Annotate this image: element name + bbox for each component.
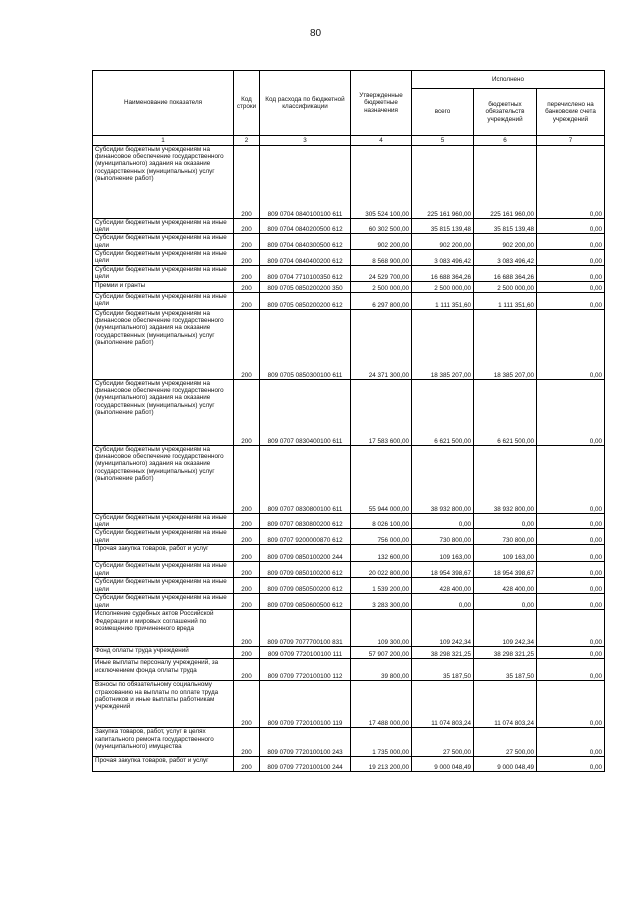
table-row [93, 249, 605, 265]
column-number: 5 [412, 136, 474, 146]
row-approved: 60 302 500,00 [351, 219, 412, 234]
row-name: Субсидии бюджетным учреждениям на финансовое обеспечение государственного (муниципального) задания на оказание государственных (муниципальных) услуг (выполнение работ) [93, 379, 234, 445]
row-line-code: 200 [234, 757, 260, 772]
row-total: 1 111 351,60 [412, 292, 474, 309]
row-name: Иные выплаты персоналу учреждений, за исключением фонда оплаты труда [93, 659, 234, 681]
row-name: Премии и гранты [93, 281, 234, 292]
table-row [93, 379, 605, 445]
row-obligations: 35 187,50 [474, 659, 537, 681]
row-approved: 8 026 100,00 [351, 513, 412, 528]
row-total: 109 163,00 [412, 545, 474, 562]
row-approved: 55 944 000,00 [351, 445, 412, 513]
row-total: 18 385 207,00 [412, 309, 474, 379]
row-transferred: 0,00 [537, 219, 605, 234]
row-total: 27 500,00 [412, 728, 474, 757]
row-name: Субсидии бюджетным учреждениям на иные цели [93, 594, 234, 610]
row-approved: 305 524 100,00 [351, 146, 412, 219]
table-row [93, 265, 605, 281]
row-line-code: 200 [234, 578, 260, 594]
row-line-code: 200 [234, 249, 260, 265]
row-obligations: 1 111 351,60 [474, 292, 537, 309]
table-row [93, 219, 605, 234]
row-transferred: 0,00 [537, 234, 605, 249]
row-total: 0,00 [412, 513, 474, 528]
row-expense-code: 809 0704 0840100100 611 [260, 146, 351, 219]
row-line-code: 200 [234, 681, 260, 728]
column-number: 6 [474, 136, 537, 146]
row-transferred: 0,00 [537, 681, 605, 728]
table-row [93, 513, 605, 528]
row-obligations: 0,00 [474, 513, 537, 528]
row-obligations: 18 385 207,00 [474, 309, 537, 379]
row-line-code: 200 [234, 146, 260, 219]
row-total: 11 074 803,24 [412, 681, 474, 728]
row-expense-code: 809 0709 0850500200 612 [260, 578, 351, 594]
row-obligations: 6 621 500,00 [474, 379, 537, 445]
row-transferred: 0,00 [537, 292, 605, 309]
row-expense-code: 809 0709 7720100100 243 [260, 728, 351, 757]
row-name: Субсидии бюджетным учреждениям на иные цели [93, 562, 234, 578]
column-number: 7 [537, 136, 605, 146]
row-transferred: 0,00 [537, 647, 605, 659]
row-name: Субсидии бюджетным учреждениям на финансовое обеспечение государственного (муниципального) задания на оказание государственных (муниципальных) услуг (выполнение работ) [93, 445, 234, 513]
row-obligations: 18 954 398,67 [474, 562, 537, 578]
row-expense-code: 809 0709 0850600500 612 [260, 594, 351, 610]
row-line-code: 200 [234, 219, 260, 234]
header-total: всего [412, 89, 474, 136]
row-approved: 19 213 200,00 [351, 757, 412, 772]
table-row [93, 728, 605, 757]
row-name: Взносы по обязательному социальному страхованию на выплаты по оплате труда работников и иные выплаты работникам учреждений [93, 681, 234, 728]
header-approved: Утвержденные бюджетные назначения [351, 71, 412, 136]
row-name: Субсидии бюджетным учреждениям на иные цели [93, 219, 234, 234]
row-obligations: 225 161 960,00 [474, 146, 537, 219]
row-obligations: 27 500,00 [474, 728, 537, 757]
table-body [93, 146, 605, 772]
row-total: 0,00 [412, 594, 474, 610]
row-expense-code: 809 0709 7720100100 119 [260, 681, 351, 728]
table-row [93, 292, 605, 309]
row-line-code: 200 [234, 513, 260, 528]
row-approved: 24 371 300,00 [351, 309, 412, 379]
row-name: Субсидии бюджетным учреждениям на иные цели [93, 513, 234, 528]
table-row [93, 234, 605, 249]
row-total: 38 932 800,00 [412, 445, 474, 513]
row-name: Субсидии бюджетным учреждениям на финансовое обеспечение государственного (муниципального) задания на оказание государственных (муниципальных) услуг (выполнение работ) [93, 309, 234, 379]
row-approved: 902 200,00 [351, 234, 412, 249]
row-obligations: 38 932 800,00 [474, 445, 537, 513]
row-total: 109 242,34 [412, 610, 474, 647]
row-approved: 756 000,00 [351, 529, 412, 545]
row-expense-code: 809 0707 0830800200 612 [260, 513, 351, 528]
row-obligations: 109 242,34 [474, 610, 537, 647]
row-name: Закупка товаров, работ, услуг в целях капитального ремонта государственного (муниципального) имущества [93, 728, 234, 757]
row-expense-code: 809 0704 0840300500 612 [260, 234, 351, 249]
row-obligations: 0,00 [474, 594, 537, 610]
table-row [93, 681, 605, 728]
row-obligations: 902 200,00 [474, 234, 537, 249]
row-obligations: 35 815 139,48 [474, 219, 537, 234]
row-name: Субсидии бюджетным учреждениям на иные цели [93, 265, 234, 281]
row-line-code: 200 [234, 379, 260, 445]
row-expense-code: 809 0709 0850100200 244 [260, 545, 351, 562]
row-line-code: 200 [234, 292, 260, 309]
row-name: Фонд оплаты труда учреждений [93, 647, 234, 659]
row-transferred: 0,00 [537, 659, 605, 681]
row-expense-code: 809 0705 0850200200 612 [260, 292, 351, 309]
row-line-code: 200 [234, 610, 260, 647]
row-approved: 20 022 800,00 [351, 562, 412, 578]
row-expense-code: 809 0709 7720100100 244 [260, 757, 351, 772]
row-approved: 39 800,00 [351, 659, 412, 681]
row-approved: 3 283 300,00 [351, 594, 412, 610]
row-expense-code: 809 0709 7720100100 111 [260, 647, 351, 659]
row-transferred: 0,00 [537, 594, 605, 610]
row-name: Субсидии бюджетным учреждениям на иные цели [93, 578, 234, 594]
row-transferred: 0,00 [537, 379, 605, 445]
row-name: Прочая закупка товаров, работ и услуг [93, 757, 234, 772]
table-row [93, 610, 605, 647]
row-total: 225 161 960,00 [412, 146, 474, 219]
header-executed-group: Исполнено [412, 71, 605, 89]
row-approved: 109 300,00 [351, 610, 412, 647]
row-name: Субсидии бюджетным учреждениям на финансовое обеспечение государственного (муниципального) задания на оказание государственных (муниципальных) услуг (выполнение работ) [93, 146, 234, 219]
row-transferred: 0,00 [537, 445, 605, 513]
row-transferred: 0,00 [537, 265, 605, 281]
row-total: 428 400,00 [412, 578, 474, 594]
row-total: 902 200,00 [412, 234, 474, 249]
row-total: 38 298 321,25 [412, 647, 474, 659]
row-total: 9 000 048,49 [412, 757, 474, 772]
row-transferred: 0,00 [537, 610, 605, 647]
row-name: Субсидии бюджетным учреждениям на иные цели [93, 529, 234, 545]
header-expense-code: Код расхода по бюджетной классификации [260, 71, 351, 136]
table-row [93, 445, 605, 513]
row-transferred: 0,00 [537, 529, 605, 545]
row-name: Исполнение судебных актов Российской Федерации и мировых соглашений по возмещению причиненного вреда [93, 610, 234, 647]
row-transferred: 0,00 [537, 562, 605, 578]
row-line-code: 200 [234, 265, 260, 281]
row-transferred: 0,00 [537, 728, 605, 757]
row-line-code: 200 [234, 545, 260, 562]
row-expense-code: 809 0707 0830800100 611 [260, 445, 351, 513]
row-obligations: 9 000 048,49 [474, 757, 537, 772]
table-row [93, 562, 605, 578]
column-number: 1 [93, 136, 234, 146]
row-approved: 24 529 700,00 [351, 265, 412, 281]
row-expense-code: 809 0709 7720100100 112 [260, 659, 351, 681]
row-transferred: 0,00 [537, 309, 605, 379]
row-line-code: 200 [234, 281, 260, 292]
row-name: Субсидии бюджетным учреждениям на иные цели [93, 234, 234, 249]
row-expense-code: 809 0705 0850300100 611 [260, 309, 351, 379]
row-line-code: 200 [234, 659, 260, 681]
row-obligations: 3 083 496,42 [474, 249, 537, 265]
row-total: 2 500 000,00 [412, 281, 474, 292]
row-line-code: 200 [234, 562, 260, 578]
row-line-code: 200 [234, 445, 260, 513]
table-row [93, 647, 605, 659]
row-name: Субсидии бюджетным учреждениям на иные цели [93, 292, 234, 309]
table-row [93, 545, 605, 562]
row-total: 18 954 398,67 [412, 562, 474, 578]
row-obligations: 428 400,00 [474, 578, 537, 594]
header-transferred: перечислено на банковские счета учреждений [537, 89, 605, 136]
row-name: Прочая закупка товаров, работ и услуг [93, 545, 234, 562]
column-number-row [93, 136, 605, 146]
row-total: 16 688 364,26 [412, 265, 474, 281]
row-obligations: 2 500 000,00 [474, 281, 537, 292]
row-approved: 132 600,00 [351, 545, 412, 562]
table-row [93, 281, 605, 292]
row-expense-code: 809 0709 0850100200 612 [260, 562, 351, 578]
row-line-code: 200 [234, 529, 260, 545]
table-row [93, 146, 605, 219]
row-name: Субсидии бюджетным учреждениям на иные цели [93, 249, 234, 265]
row-expense-code: 809 0707 9200000870 612 [260, 529, 351, 545]
row-expense-code: 809 0704 0840400200 612 [260, 249, 351, 265]
row-approved: 1 539 200,00 [351, 578, 412, 594]
row-transferred: 0,00 [537, 513, 605, 528]
row-line-code: 200 [234, 647, 260, 659]
row-transferred: 0,00 [537, 249, 605, 265]
column-number: 4 [351, 136, 412, 146]
row-line-code: 200 [234, 309, 260, 379]
table-row [93, 757, 605, 772]
row-transferred: 0,00 [537, 578, 605, 594]
header-name: Наименование показателя [93, 71, 234, 136]
page-number: 80 [309, 28, 322, 39]
column-number: 2 [234, 136, 260, 146]
row-transferred: 0,00 [537, 281, 605, 292]
row-transferred: 0,00 [537, 757, 605, 772]
row-approved: 2 500 000,00 [351, 281, 412, 292]
row-approved: 17 488 000,00 [351, 681, 412, 728]
header-line-code: Код строки [234, 71, 260, 136]
row-approved: 8 568 900,00 [351, 249, 412, 265]
row-total: 3 083 496,42 [412, 249, 474, 265]
table-row [93, 309, 605, 379]
row-line-code: 200 [234, 728, 260, 757]
row-transferred: 0,00 [537, 146, 605, 219]
table-row [93, 594, 605, 610]
row-approved: 1 735 000,00 [351, 728, 412, 757]
row-expense-code: 809 0709 7077700100 831 [260, 610, 351, 647]
table-row [93, 529, 605, 545]
row-expense-code: 809 0704 7710100350 612 [260, 265, 351, 281]
row-transferred: 0,00 [537, 545, 605, 562]
row-line-code: 200 [234, 594, 260, 610]
budget-execution-table [92, 70, 605, 772]
row-obligations: 109 163,00 [474, 545, 537, 562]
row-total: 730 800,00 [412, 529, 474, 545]
row-expense-code: 809 0704 0840200500 612 [260, 219, 351, 234]
table-row [93, 578, 605, 594]
row-approved: 6 297 800,00 [351, 292, 412, 309]
column-number: 3 [260, 136, 351, 146]
row-expense-code: 809 0705 0850200200 350 [260, 281, 351, 292]
header-budget-obligations: бюджетных обязательств учреждений [474, 89, 537, 136]
row-total: 35 815 139,48 [412, 219, 474, 234]
row-obligations: 730 800,00 [474, 529, 537, 545]
row-total: 35 187,50 [412, 659, 474, 681]
row-total: 6 621 500,00 [412, 379, 474, 445]
row-obligations: 38 298 321,25 [474, 647, 537, 659]
row-approved: 57 907 200,00 [351, 647, 412, 659]
row-line-code: 200 [234, 234, 260, 249]
row-expense-code: 809 0707 0830400100 611 [260, 379, 351, 445]
row-obligations: 11 074 803,24 [474, 681, 537, 728]
row-obligations: 16 688 364,26 [474, 265, 537, 281]
row-approved: 17 583 600,00 [351, 379, 412, 445]
table-row [93, 659, 605, 681]
